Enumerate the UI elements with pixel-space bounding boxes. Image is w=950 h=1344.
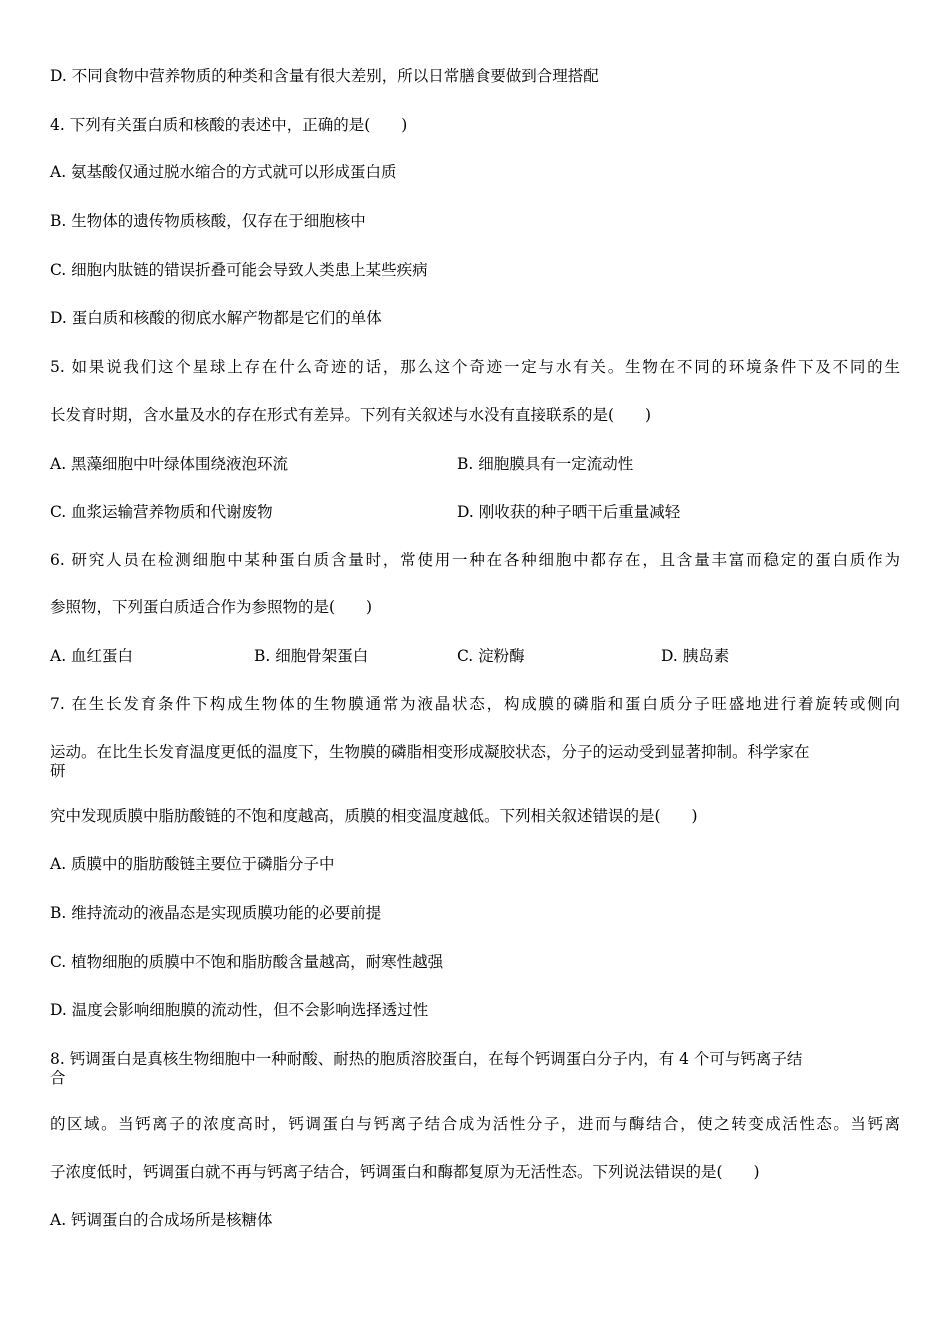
q4-option-b: B. 生物体的遗传物质核酸，仅存在于细胞核中 — [50, 212, 366, 230]
q7-stem-line-4: 究中发现质膜中脂肪酸链的不饱和度越高，质膜的相变温度越低。下列相关叙述错误的是( ) — [50, 807, 698, 825]
q4-option-c: C. 细胞内肽链的错误折叠可能会导致人类患上某些疾病 — [50, 261, 428, 279]
q4-stem: 4. 下列有关蛋白质和核酸的表述中，正确的是( ) — [50, 116, 408, 134]
q8-option-a: A. 钙调蛋白的合成场所是核糖体 — [50, 1211, 273, 1229]
q7-option-c: C. 植物细胞的质膜中不饱和脂肪酸含量越高，耐寒性越强 — [50, 953, 444, 971]
q6-stem-line-2: 参照物，下列蛋白质适合作为参照物的是( ) — [50, 598, 373, 616]
q8-stem-line-2: 合 — [50, 1069, 66, 1087]
q6-option-b: B. 细胞骨架蛋白 — [254, 647, 369, 665]
q5-option-b: B. 细胞膜具有一定流动性 — [457, 455, 634, 473]
q5-stem-line-2: 长发育时期，含水量及水的存在形式有差异。下列有关叙述与水没有直接联系的是( ) — [50, 406, 652, 424]
q5-option-c: C. 血浆运输营养物质和代谢废物 — [50, 503, 273, 521]
q6-stem-line-1: 6. 研究人员在检测细胞中某种蛋白质含量时，常使用一种在各种细胞中都存在，且含量丰富而稳定的蛋白质作为 — [50, 551, 900, 569]
q3-option-d: D. 不同食物中营养物质的种类和含量有很大差别，所以日常膳食要做到合理搭配 — [50, 67, 599, 85]
q5-option-a: A. 黑藻细胞中叶绿体围绕液泡环流 — [50, 455, 289, 473]
q5-stem-line-1: 5. 如果说我们这个星球上存在什么奇迹的话，那么这个奇迹一定与水有关。生物在不同的环境条件下及不同的生 — [50, 358, 900, 376]
q5-option-d: D. 刚收获的种子晒干后重量减轻 — [457, 503, 681, 521]
q7-stem-line-1: 7. 在生长发育条件下构成生物体的生物膜通常为液晶状态，构成膜的磷脂和蛋白质分子旺盛地进行着旋转或侧向 — [50, 695, 900, 713]
q6-option-d: D. 胰岛素 — [661, 647, 730, 665]
q7-option-b: B. 维持流动的液晶态是实现质膜功能的必要前提 — [50, 904, 382, 922]
q7-stem-line-3: 研 — [50, 762, 66, 780]
q4-option-a: A. 氨基酸仅通过脱水缩合的方式就可以形成蛋白质 — [50, 163, 397, 181]
q7-option-d: D. 温度会影响细胞膜的流动性，但不会影响选择透过性 — [50, 1001, 429, 1019]
q7-option-a: A. 质膜中的脂肪酸链主要位于磷脂分子中 — [50, 855, 335, 873]
q8-stem-line-3: 的区域。当钙离子的浓度高时，钙调蛋白与钙离子结合成为活性分子，进而与酶结合，使之转变成活性态。当钙离 — [50, 1115, 900, 1133]
q6-option-a: A. 血红蛋白 — [50, 647, 134, 665]
q7-stem-line-2: 运动。在比生长发育温度更低的温度下，生物膜的磷脂相变形成凝胶状态，分子的运动受到显著抑制。科学家在 — [50, 743, 810, 761]
q8-stem-line-4: 子浓度低时，钙调蛋白就不再与钙离子结合，钙调蛋白和酶都复原为无活性态。下列说法错误的是( ) — [50, 1163, 760, 1181]
q6-option-c: C. 淀粉酶 — [457, 647, 525, 665]
q4-option-d: D. 蛋白质和核酸的彻底水解产物都是它们的单体 — [50, 309, 382, 327]
q8-stem-line-1: 8. 钙调蛋白是真核生物细胞中一种耐酸、耐热的胞质溶胶蛋白，在每个钙调蛋白分子内，有 4 个可与钙离子结 — [50, 1050, 803, 1068]
